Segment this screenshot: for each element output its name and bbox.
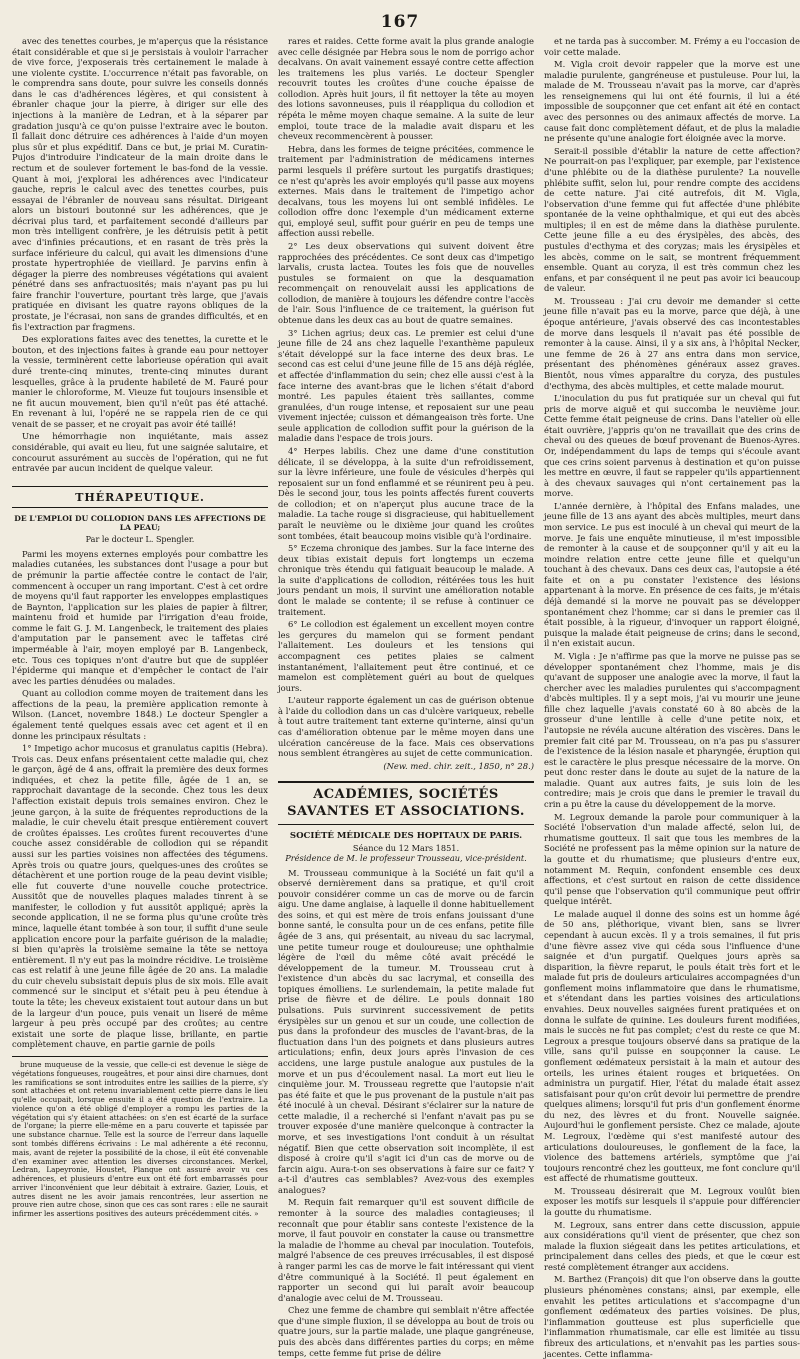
paragraph: rares et raides. Cette forme avait la plus grande analogie avec celle désignée par Hebra sous le nom de porrigo achor decalvans. On avait vainement essayé contre cette affection les traitemens les plus variés. Le docteur Spengler recouvrit toutes les croûtes d'une couche épaisse de collodion. Après huit jours, il fit nettoyer la tête au moyen des lotions savonneuses, puis il réappliqua du collodion et répéta le même moyen chaque semaine. A la suite de leur emploi, toute trace de la maladie avait disparu et les cheveux recommencèrent à pousser. [278, 36, 534, 142]
paragraph: 1° Impetigo achor mucosus et granulatus capitis (Hebra). Trois cas. Deux enfans présentaient cette maladie qui, chez le garçon, âgé de 4 ans, offrait la première des deux formes indiquées, et chez la petite fille, âgée de 1 an, se rapprochait davantage de la seconde. Chez tous les deux l'affection existait depuis trois semaines environ. Chez le jeune garçon, à la suite de fréquentes reproductions de la maladie, le cuir chevelu était presque entièrement couvert de croûtes épaisses. Les croûtes furent recouvertes d'une couche assez considérable de collodion qui se répandit aussi sur les parties voisines non affectées des tégumens. Après trois ou quatre jours, quelques-unes des croûtes se détachèrent et une portion rouge de la peau devint visible; elle fut couverte d'une nouvelle couche protectrice. Aussitôt que de nouvelles plaques malades tinrent à se manifester, le collodion y fut aussitôt appliqué; après la seconde application, il ne se forma plus qu'une croûte très mince, laquelle étant tombée à son tour, il suffit d'une seule application encore pour la parfaite guérison de la maladie; si bien qu'après la troisième semaine la tête se nettoya entièrement. Il n'y eut pas la moindre récidive. Le troisième cas est relatif à une jeune fille âgée de 20 ans. La maladie du cuir chevelu subsistait depuis plus de six mois. Elle avait commencé sur le sinciput et s'était peu à peu étendue à toute la tête; les cheveux existaient tout autour dans un but de la largeur d'un pouce, puis venait un liseré de même largeur à peu près occupé par des croûtes; au centre existait une sorte de plaque lisse, brillante, en partie complètement chauve, en partie garnie de poils [12, 743, 268, 1050]
paragraph: M. Requin fait remarquer qu'il est souvent difficile de remonter à la source des maladies contagieuses; il reconnaît que pour établir sans conteste l'existence de la morve, il faut pouvoir en constater la cause ou transmettre la maladie de l'homme au cheval par inoculation. Toutefois, malgré l'absence de ces preuves irrécusables, il est disposé à ranger parmi les cas de morve le fait intéressant qui vient d'être communiqué à la Société. Il peut également en rapporter un second qui lui paraît avoir beaucoup d'analogie avec celui de M. Trousseau. [278, 1197, 534, 1303]
paragraph: L'année dernière, à l'hôpital des Enfans malades, une jeune fille de 13 ans ayant des abcès multiples, meurt dans mon service. Le pus est inoculé à un cheval qui meurt de la morve. Je fais une enquête minutieuse, il m'est impossible de remonter à la cause et de soupçonner qu'il y ait eu la moindre relation entre cette jeune fille et quelqu'un touchant à des chevaux. Dans ces deux cas, l'autopsie a été faite et on a pu constater l'existence des lésions appartenant à la morve. En présence de ces faits, je m'étais déjà demandé si la morve ne pouvait pas se développer spontanément chez l'homme; car si dans le premier cas il était possible, à la rigueur, d'invoquer un rapport éloigné, puisque la malade était peigneuse de crins; dans le second, il n'en existait aucun. [544, 500, 800, 649]
paragraph: 5° Eczema chronique des jambes. Sur la face interne des deux tibias existait depuis fort longtemps un eczema chronique très étendu qui fatiguait beaucoup le malade. A la suite d'applications de collodion, réitérées tous les huit jours pendant un mois, il survint une amélioration notable dont le malade se contente; il se refuse à continuer ce traitement. [278, 543, 534, 617]
paragraph: Parmi les moyens externes employés pour combattre les maladies cutanées, les substances dont l'usage a pour but de prémunir la partie affectée contre le contact de l'air, commencent à occuper un rang important. C'est à cet ordre de moyens qu'il faut rapporter les enveloppes emplastiques de Baynton, l'application sur les plaies de papier à filtrer, maintenu froid et humide par l'irrigation d'eau froide, comme le fait G. J. M. Langenbeck, le traitement des plaies d'amputation par le pansement avec le taffetas ciré imperméable à l'air, moyen employé par B. Langenbeck, etc. Tous ces topiques n'ont d'autre but que de suppléer l'épiderme qui manque et d'empêcher le contact de l'air avec les parties dénudées ou malades. [12, 548, 268, 686]
paragraph: M. Barthez (François) dit que l'on observe dans la goutte plusieurs phénomènes constans; ainsi, par exemple, elle envahit les petites articulations et s'accompagne d'un gonflement œdémateux des parties voisines. De plus, l'inflammation goutteuse est plus superficielle que l'inflammation rhumatismale, car elle est limitée au tissu fibreux des articulations, et n'envahit pas les parties sous-jacentes. Cette inflamma- [544, 1274, 800, 1359]
session-date: Séance du 12 Mars 1851. [352, 842, 460, 853]
paragraph: Quant au collodion comme moyen de traitement dans les affections de la peau, la première application remonte à Wilson. (Lancet, novembre 1848.) Le docteur Spengler a également tenté quelques essais avec cet agent et il en donne les principaux résultats : [12, 688, 268, 741]
paragraph: Le malade auquel il donne des soins est un homme âgé de 50 ans, pléthorique, vivant bien, sans se livrer cependant à aucun excès. Il y a trois semaines, il fut pris d'une fièvre assez vive qui céda sous l'influence d'une saignée et d'un purgatif. Quelques jours après sa disparition, la fièvre reparut, le pouls était très fort et le malade fut pris de douleurs articulaires accompagnées d'un gonflement moins inflammatoire que dans le rhumatisme, et s'étendant dans les parties voisines des articulations envahies. Deux nouvelles saignées furent pratiquées et on donna le sulfate de quinine. Les douleurs furent modifiées, mais le succès ne fut pas complet; c'est du reste ce que M. Legroux a presque toujours observé dans sa pratique de la ville, sans qu'il puisse en soupçonner la cause. Le gonflement œdémateux persistait à la main et autour des orteils, les urines étaient rouges et briquetées. On administra un purgatif. Hier, l'état du malade était assez satisfaisant pour qu'on crût devoir lui permettre de prendre quelques alimens; lorsqu'il fut pris d'un gonflement énorme du nez, des lèvres et du front. Nouvelle saignée. Aujourd'hui le gonflement persiste. Chez ce malade, ajoute M. Legroux, l'œdème qui s'est manifesté autour des articulations douloureuses, le gonflement de la face, la violence des battemens artériels, symptôme que j'ai toujours rencontré chez les goutteux, me font conclure qu'il est affecté de rhumatisme goutteux. [544, 908, 800, 1184]
paragraph: M. Vigla croit devoir rappeler que la morve est une maladie purulente, gangréneuse et pustuleuse. Pour lui, la malade de M. Trousseau n'avait pas la morve, car d'après les renseignemens qui lui ont été fournis, il lui a été impossible de soupçonner que cet enfant ait été en contact avec des personnes ou des animaux affectés de morve. La cause fait donc complètement défaut, et de plus la maladie ne présente qu'une analogie fort éloignée avec la morve. [544, 59, 800, 144]
paragraph: et ne tarda pas à succomber. M. Frémy a eu l'occasion de voir cette malade. [544, 36, 800, 57]
page-number: 167 [380, 12, 420, 32]
paragraph: Une hémorrhagie non inquiétante, mais assez considérable, qui avait eu lieu, fut une saignée salutaire, et concourut assurément au succès de l'opération, qui ne fut entravée par aucun incident de quelque valeur. [12, 431, 268, 474]
paragraph: avec des tenettes courbes, je m'aperçus que la résistance était considérable et que si je persistais à vouloir l'arracher de vive force, j'exposerais très certainement le malade à une violente cystite. L'occurrence n'était pas favorable, on le comprendra sans doute, pour suivre les conseils donnés dans le cas d'adhérences légères, et qui consistent à ébranler chaque jour la pierre, à diriger sur elle des injections à la manière de Ledran, et à la séparer par gradation jusqu'à ce qu'on puisse l'extraire avec le bouton. Il fallait donc détruire ces adhérences à l'aide d'un moyen plus sûr et plus expéditif. Dans ce but, je priai M. Curatin-Pujos d'introduire l'indicateur de la main droite dans le rectum et de soulever fortement le bas-fond de la vessie. Quant à moi, j'explorai les adhérences avec l'indicateur gauche, repris le calcul avec des tenettes courbes, puis essayai de l'ébranler de nouveau sans résultat. Dirigeant alors un bistouri boutonné sur les adhérences, que je décrivai plus tard, et parfaitement secondé d'ailleurs par mon très intelligent confrère, je les détruisis petit à petit avec d'infinies précautions, et en rasant de très près la surface inférieure du calcul, qui avait les dimensions d'une prostate hypertrophiée de vieillard. Je parvins enfin à dégager la pierre des nombreuses végétations qui avaient pénétré dans ses anfractuosités; mais n'ayant pas pu lui faire franchir l'ouverture, pourtant très large, que j'avais pratiquée en divisant les quatre rayons obliques de la prostate, je l'écrasai, non sans de grandes difficultés, et en fis l'extraction par fragmens. [12, 36, 268, 332]
column-3 [544, 36, 800, 1359]
section-heading-therapeutique: THÉRAPEUTIQUE. [12, 486, 268, 508]
section-heading-academies: ACADÉMIES, SOCIÉTÉS SAVANTES ET ASSOCIATIONS. [278, 781, 534, 825]
paragraph: Serait-il possible d'établir la nature de cette affection? Ne pourrait-on pas l'expliquer, par exemple, par l'existence d'une phlébite ou de la diathèse purulente? La nouvelle phlébite suffit, selon lui, pour rendre compte des accidens de cette nature. J'ai cité autrefois, dit M. Vigla, l'observation d'une femme qui fut affectée d'une phlébite spontanée de la veine ophthalmique, et qui eut des abcès multiples; il en est de même dans la diathèse purulente. Cette jeune fille a eu des érysipèles, des abcès, des pustules d'ecthyma et des coryzas; mais les érysipèles et les abcès, comme on le sait, se montrent fréquemment ensemble. Quant au coryza, il est très commun chez les enfans, et par conséquent il ne peut pas avoir ici beaucoup de valeur. [544, 145, 800, 294]
paragraph: Hebra, dans les formes de teigne précitées, commence le traitement par l'administration de médicamens internes parmi lesquels il préfère surtout les purgatifs drastiques; ce n'est qu'après les avoir employés qu'il passe aux moyens externes. Mais dans le traitement de l'impetigo achor decalvans, tous les moyens lui ont semblé infidèles. Le collodion offre donc l'exemple d'un médicament externe qui, employé seul, suffit pour guérir en peu de temps une affection aussi rebelle. [278, 143, 534, 239]
paragraph: M. Legroux, sans entrer dans cette discussion, appuie aux considérations qu'il vient de présenter, que chez son malade la fluxion siégeait dans les petites articulations, et principalement dans celles des pieds, et que le cœur est resté complètement étranger aux accidens. [544, 1219, 800, 1272]
paragraph: M. Trousseau communique à la Société un fait qu'il a observé dernièrement dans sa pratique, et qu'il croit pouvoir considérer comme un cas de morve ou de farcin aigu. Une dame anglaise, à laquelle il donne habituellement des soins, et qui est mère de trois enfans jouissant d'une bonne santé, le consulta pour un de ces enfans, petite fille âgée de 3 ans, qui présentait, au niveau du sac lacrymal, une petite tumeur rouge et douloureuse; une ophthalmie légère de l'œil du même côté avait précédé le développement de la tumeur. M. Trousseau crut à l'existence d'un abcès du sac lacrymal, et conseilla des topiques émolliens. Le surlendemain, la petite malade fut prise de fièvre et de délire. Le pouls donnait 180 pulsations. Puis survinrent successivement de petits érysipèles sur un genou et sur un coude, une collection de pus dans la profondeur des muscles de l'avant-bras, de la fluctuation dans l'un des poignets et dans plusieurs autres articulations; enfin, deux jours après l'invasion de ces accidens, une large pustule analogue aux pustules de la morve et un pus d'écoulement nasal. La mort eut lieu le cinquième jour. M. Trousseau regrette que l'autopsie n'ait pas été faite et que le pus provenant de la pustule n'ait pas été inoculé à un cheval. Désirant s'éclairer sur la nature de cette maladie, il a recherché si l'enfant n'avait pas pu se trouver exposée d'une manière quelconque à contracter la morve, et ses investigations l'ont conduit à un résultat négatif. Bien que cette observation soit incomplète, il est disposé à croire qu'il s'agit ici d'un cas de morve ou de farcin aigu. Aura-t-on ses observations à faire sur ce fait? Y a-t-il d'autres cas semblables? Avez-vous des exemples analogues? [278, 867, 534, 1195]
paragraph: M. Vigla : Je n'affirme pas que la morve ne puisse pas se développer spontanément chez l'homme, mais je dis qu'avant de supposer une analogie avec la morve, il faut la chercher avec les maladies purulentes qui s'accompagnent d'abcès multiples. Il y a sept mois, j'ai vu mourir une jeune fille chez laquelle j'avais constaté 60 à 80 abcès de la grosseur d'une lentille à celle d'une petite noix, et l'autopsie ne révéla aucune altération des viscères. Dans le premier fait cité par M. Trousseau, on n'a pas pu s'assurer de l'existence de la lésion nasale et pharyngée, éruption qui est le caractère le plus presque nécessaire de la morve. On peut donc rester dans le doute au sujet de la nature de la maladie. Quant aux autres faits, je suis loin de les contredire; mais je crois que dans le premier le travail du crin a pu être la cause du développement de la morve. [544, 650, 800, 810]
byline: Par le docteur L. Spengler. [85, 534, 195, 544]
citation: (New. med. chir. zeit., 1850, n° 28.) [383, 760, 534, 771]
paragraph: Chez une femme de chambre qui semblait n'être affectée que d'une simple fluxion, il se développa au bout de trois ou quatre jours, sur la partie malade, une plaque gangréneuse, puis des abcès dans différentes parties du corps; en même temps, cette femme fut prise de délire [278, 1305, 534, 1358]
footnote-text: brune muqueuse de la vessie, que celle-ci est devenue le siège de végétations fongueuses, rougeâtres, et pour ainsi dire charnues, dont les ramifications se sont introduites entre les saillies de la pierre, s'y sont attachées et ont retenu invariablement cette pierre dans le lieu qu'elle occupait, lorsque ensuite il a été question de l'extraire. La violence qu'on a été obligé d'employer a rompu les parties de la végétation qui s'y étaient attachées: on s'en est écarté de la surface de l'organe; la pierre elle-même en a paru couverte et tapissée par une substance charnue. Telle est la source de l'erreur dans laquelle sont tombés différens écrivains : Le mal adhérente a été reconnu, mais, avant de rejeter la possibilité de la chose, il eût été convenable d'en examiner avec attention les diverses circonstances. Merkel, Ledran, Lapeyronie, Houstet, Planque ont assuré avoir vu ces adhérences, et plusieurs d'entre eux ont été fort embarrassés pour arriver l'inconvénient que leur débitait à extraire. Gazier, Louis, et autres disent ne les avoir jamais rencontrées, leur assertion ne prouve rien autre chose, sinon que ces cas sont rares : elle ne saurait infirmer les assertions positives des auteurs précédemment cités. » [12, 1059, 268, 1219]
article-title: DE L'EMPLOI DU COLLODION DANS LES AFFECTIONS DE LA PEAU; [14, 513, 266, 533]
paragraph: M. Legroux demande la parole pour communiquer à la Société l'observation d'un malade affecté, selon lui, de rhumatisme goutteux. Il sait que tous les membres de la Société ne professent pas la même opinion sur la nature de la goutte et du rhumatisme; que plusieurs d'entre eux, notamment M. Requin, confondent ensemble ces deux affections, et c'est surtout en raison de cette dissidence qu'il pense que l'observation qu'il communique peut offrir quelque intérêt. [544, 811, 800, 907]
paragraph: M. Trousseau : J'ai cru devoir me demander si cette jeune fille n'avait pas eu la morve, parce que déjà, à une époque antérieure, j'avais observé des cas incontestables de morve dans lesquels il n'avait pas été possible de remonter à la cause. Ainsi, il y a six ans, à l'hôpital Necker, une femme de 26 à 27 ans entra dans mon service, présentant des phénomènes généraux assez graves. Bientôt, nous vîmes apparaître du coryza, des pustules d'ecthyma, des abcès multiples, et cette malade mourut. [544, 295, 800, 391]
column-2 [278, 36, 534, 1358]
paragraph: M. Trousseau désirerait que M. Legroux voulût bien exposer les motifs sur lesquels il s'appuie pour différencier la goutte du rhumatisme. [544, 1185, 800, 1218]
paragraph: Des explorations faites avec des tenettes, la curette et le bouton, et des injections faites à grande eau pour nettoyer la vessie, terminèrent cette laborieuse opération qui avait duré trente-cinq minutes, trente-cinq minutes durant lesquelles, grâce à la prudente habileté de M. Fauré pour manier le chloroforme, M. Vieuze fut toujours insensible et ne fit aucun mouvement, bien qu'il n'eût pas été attaché. En revenant à lui, l'opéré ne se rappela rien de ce qui venait de se passer, et ne croyait pas avoir été taillé! [12, 334, 268, 429]
paragraph: 6° Le collodion est également un excellent moyen contre les gerçures du mamelon qui se forment pendant l'allaitement. Les douleurs et les tensions qui accompagnent ces petites plaies se calment instantanément, l'allaitement peut être continué, et ce mamelon est complètement guéri au bout de quelques jours. [278, 619, 534, 693]
paragraph: 2° Les deux observations qui suivent doivent être rapprochées des précédentes. Ce sont deux cas d'impetigo larvalis, crusta lactea. Toutes les fois que de nouvelles pustules se formaient on que la desquamation recommençait on renouvelait aussi les applications de collodion, de manière à toujours les défendre contre l'accès de l'air. Sous l'influence de ce traitement, la guérison fut obtenue dans les deux cas au bout de quatre semaines. [278, 240, 534, 326]
paragraph: 3° Lichen agrius; deux cas. Le premier est celui d'une jeune fille de 24 ans chez laquelle l'exanthème papuleux s'était développé sur la face interne des deux bras. Le second cas est celui d'une jeune fille de 15 ans déjà réglée, et affectée d'inflammation du sein; chez elle aussi c'est à la face interne des avant-bras que le lichen s'était d'abord montré. Les papules étaient très saillantes, comme granulées, d'un rouge intense, et reposaient sur une peau vivement injectée; cuisson et démangeaison très forte. Une seule application de collodion suffit pour la guérison de la maladie dans l'espace de trois jours. [278, 327, 534, 444]
presidency: Présidence de M. le professeur Trousseau, vice-président. [285, 853, 527, 864]
paragraph: L'auteur rapporte également un cas de guérison obtenue à l'aide du collodion dans un cas d'ulcère variqueux, rebelle à tout autre traitement tant externe qu'interne, ainsi qu'un cas d'amélioration obtenue par le même moyen dans une ulcération cancéreuse de la face. Mais ces observations nous semblent étrangères au sujet de cette communication. [278, 695, 534, 759]
society-title: SOCIÉTÉ MÉDICALE DES HOPITAUX DE PARIS. [289, 831, 523, 842]
footnote [12, 1056, 268, 1219]
column-1 [12, 36, 268, 1219]
paragraph: 4° Herpes labilis. Chez une dame d'une constitution délicate, il se développa, à la suite d'un refroidissement, sur la lèvre inférieure, une foule de vésicules d'herpès qui reposaient sur un fond enflammé et se réunirent peu à peu. Dès le second jour, tous les points affectés furent couverts de collodion; et on n'aperçut plus aucune trace de la maladie. La tache rouge si disgracieuse, qui habituellement paraît le neuvième ou le dixième jour quand les croûtes sont tombées, était beaucoup moins visible qu'à l'ordinaire. [278, 445, 534, 541]
paragraph: L'inoculation du pus fut pratiquée sur un cheval qui fut pris de morve aiguë et qui succomba le neuvième jour. Cette femme était peigneuse de crins. Dans l'atelier où elle était ouvrière, j'appris qu'on ne travaillait que des crins de cheval ou des queues de bœuf provenant de Buenos-Ayres. Or, indépendamment du laps de temps qui s'écoule avant que ces crins soient parvenus à destination et qu'on puisse les mettre en œuvre, il faut se rappeler qu'ils appartiennent à des chevaux sauvages qui n'ont certainement pas la morve. [544, 393, 800, 499]
